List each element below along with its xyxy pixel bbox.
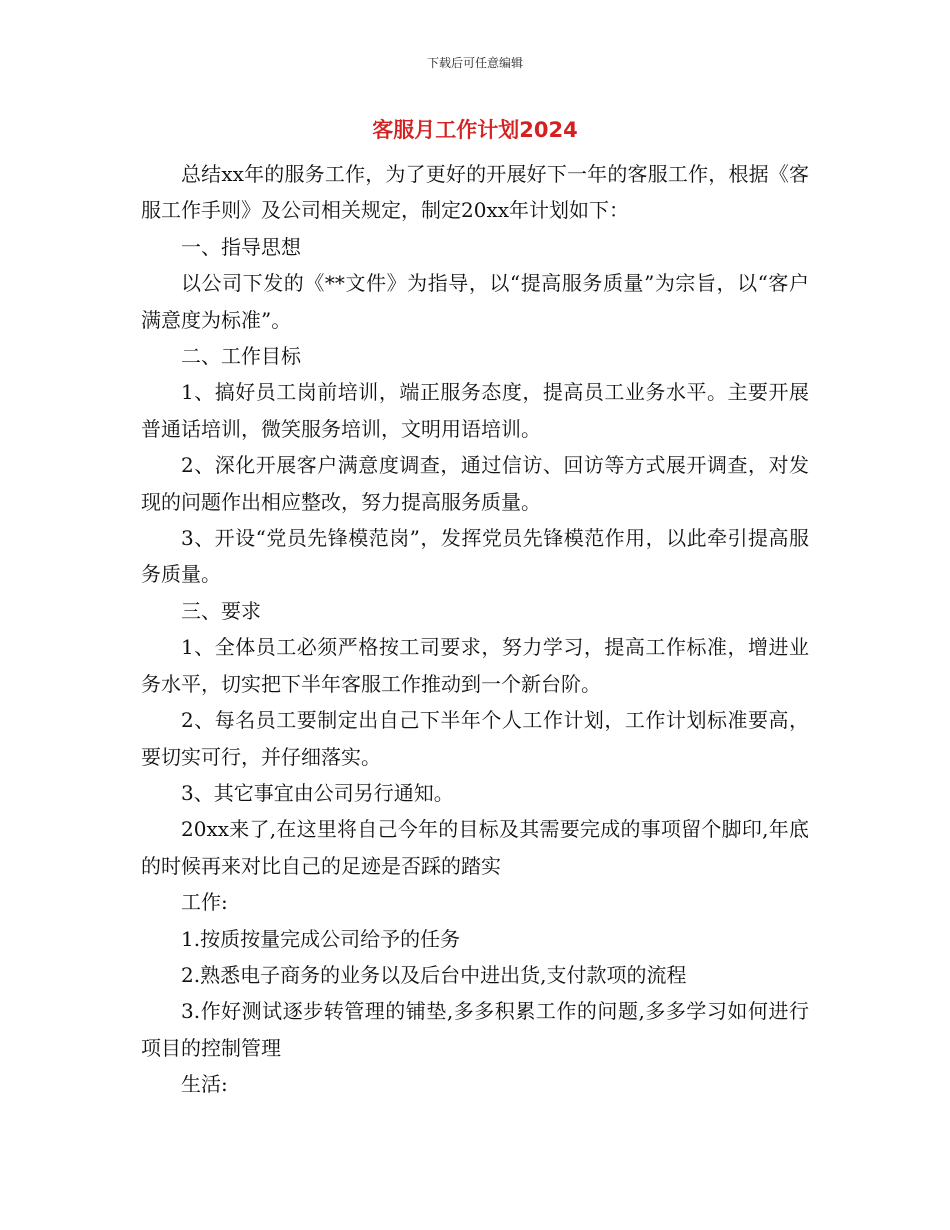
paragraph-goal-1: 1、搞好员工岗前培训，端正服务态度，提高员工业务水平。主要开展普通话培训，微笑服务培训，文明用语培训。 (141, 380, 809, 441)
paragraph-requirement-2: 2、每名员工要制定出自己下半年个人工作计划，工作计划标准要高，要切实可行，并仔细落实。 (141, 708, 809, 769)
paragraph-work-2: 2.熟悉电子商务的业务以及后台中进出货,支付款项的流程 (181, 962, 687, 987)
document-body (141, 156, 809, 1103)
paragraph-requirement-3: 3、其它事宜由公司另行通知。 (181, 780, 454, 805)
page-header-note: 下载后可任意编辑 (426, 56, 523, 70)
paragraph-work-1: 1.按质按量完成公司给予的任务 (181, 926, 461, 951)
section-heading-life: 生活: (181, 1072, 228, 1097)
paragraph-intro: 总结xx年的服务工作，为了更好的开展好下一年的客服工作，根据《客服工作手则》及公司相关规定，制定20xx年计划如下： (141, 162, 809, 223)
paragraph-new-year: 20xx来了,在这里将自己今年的目标及其需要完成的事项留个脚印,年底的时候再来对比自己的足迹是否踩的踏实 (141, 817, 809, 878)
paragraph-work-3: 3.作好测试逐步转管理的铺垫,多多积累工作的问题,多多学习如何进行项目的控制管理 (141, 999, 809, 1060)
section-heading-work-goals: 二、工作目标 (181, 344, 301, 369)
paragraph-goal-3: 3、开设“党员先锋模范岗”，发挥党员先锋模范作用，以此牵引提高服务质量。 (141, 526, 809, 587)
section-heading-work: 工作: (181, 890, 228, 915)
section-heading-requirements: 三、要求 (181, 598, 261, 623)
paragraph-goal-2: 2、深化开展客户满意度调查，通过信访、回访等方式展开调查，对发现的问题作出相应整改，努力提高服务质量。 (141, 453, 809, 514)
paragraph-guiding-idea: 以公司下发的《**文件》为指导，以“提高服务质量”为宗旨，以“客户满意度为标准”。 (141, 271, 809, 332)
document-title: 客服月工作计划2024 (372, 118, 578, 142)
section-heading-guiding-idea: 一、指导思想 (181, 234, 301, 259)
paragraph-requirement-1: 1、全体员工必须严格按工司要求，努力学习，提高工作标准，增进业务水平，切实把下半年客服工作推动到一个新台阶。 (141, 635, 809, 696)
